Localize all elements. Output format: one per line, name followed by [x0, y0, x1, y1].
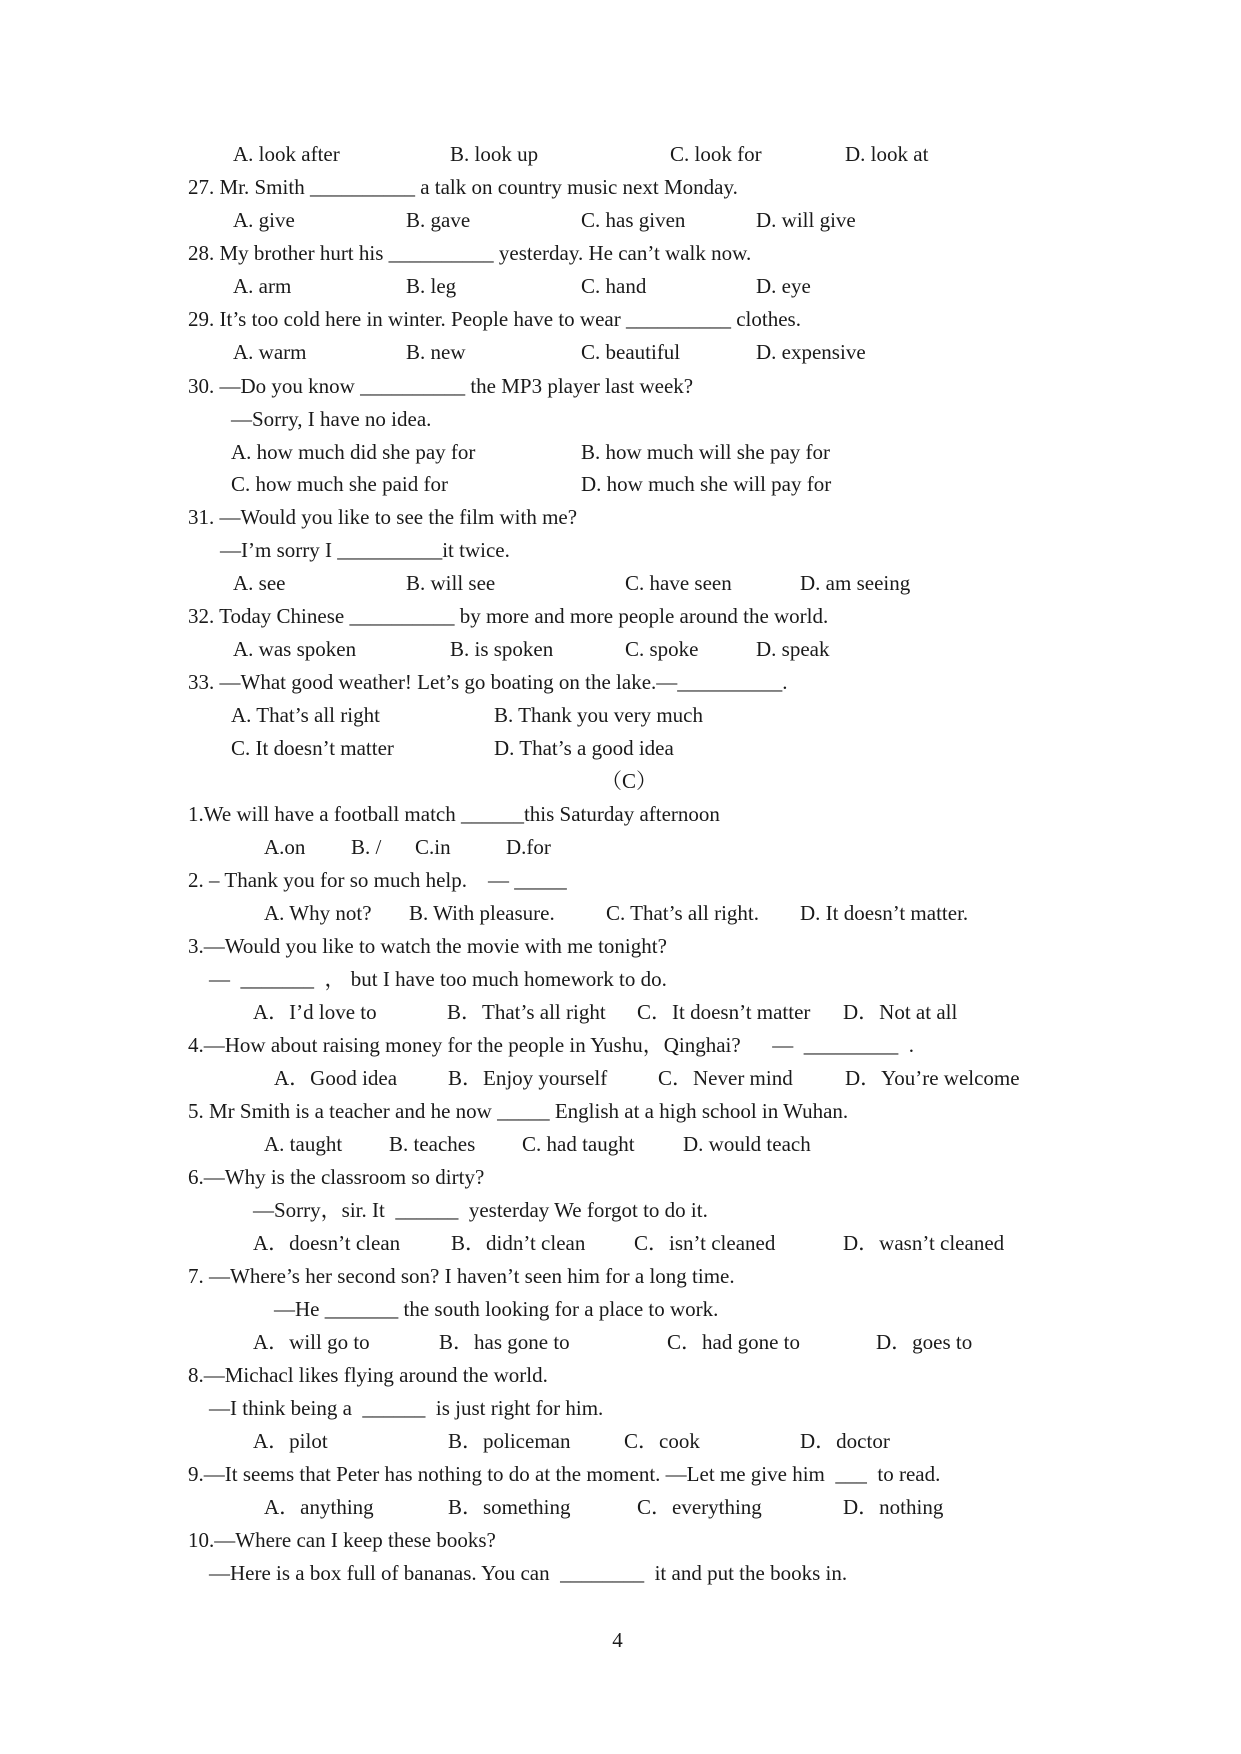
question-line: 3.—Would you like to watch the movie with me tonight? [188, 934, 667, 958]
option-choice: A. how much did she pay for [231, 440, 476, 464]
option-choice: A．pilot [253, 1429, 328, 1453]
option-choice: A．anything [264, 1495, 374, 1519]
option-choice: C．had gone to [667, 1330, 800, 1354]
question-line: 32. Today Chinese __________ by more and more people around the world. [188, 604, 829, 628]
option-choice: D. That’s a good idea [494, 736, 674, 760]
option-choice: B. With pleasure. [409, 901, 555, 925]
option-choice: D．You’re welcome [845, 1066, 1020, 1090]
option-choice: A. was spoken [233, 637, 357, 661]
option-choice: A. That’s all right [231, 703, 380, 727]
page-number: 4 [612, 1628, 623, 1652]
option-choice: D. It doesn’t matter. [800, 901, 969, 925]
option-choice: B. will see [406, 571, 496, 595]
option-choice: C. had taught [522, 1132, 635, 1156]
option-choice: C. spoke [625, 637, 699, 661]
option-choice: A. arm [233, 274, 292, 298]
question-line: 1.We will have a football match ______this Saturday afternoon [188, 802, 720, 826]
question-line: 8.—Michacl likes flying around the world. [188, 1363, 548, 1387]
question-line: —Sorry, I have no idea. [231, 407, 432, 431]
option-choice: C. have seen [625, 571, 732, 595]
option-choice: C. That’s all right. [606, 901, 760, 925]
question-line: 6.—Why is the classroom so dirty? [188, 1165, 485, 1189]
option-choice: B. look up [450, 142, 539, 166]
option-choice: D. how much she will pay for [581, 472, 832, 496]
option-choice: C．Never mind [658, 1066, 793, 1090]
option-choice: D. speak [756, 637, 830, 661]
option-choice: C.in [415, 835, 451, 859]
question-line: 4.—How about raising money for the people in Yushu，Qinghai? — _________ . [188, 1033, 914, 1057]
question-line: —He _______ the south looking for a place to work. [274, 1297, 719, 1321]
question-line: 33. —What good weather! Let’s go boating on the lake.—__________. [188, 670, 788, 694]
option-choice: B．didn’t clean [451, 1231, 586, 1255]
option-choice: C．everything [637, 1495, 762, 1519]
option-choice: B. new [406, 340, 466, 364]
option-choice: A．Good idea [274, 1066, 398, 1090]
option-choice: C. beautiful [581, 340, 681, 364]
option-choice: D. look at [845, 142, 929, 166]
option-choice: A.on [264, 835, 306, 859]
option-choice: D. am seeing [800, 571, 911, 595]
option-choice: A. look after [233, 142, 340, 166]
option-choice: B．has gone to [439, 1330, 570, 1354]
question-line: 30. —Do you know __________ the MP3 player last week? [188, 374, 694, 398]
option-choice: C. It doesn’t matter [231, 736, 394, 760]
option-choice: B. Thank you very much [494, 703, 703, 727]
question-line: —Here is a box full of bananas. You can ________ it and put the books in. [209, 1561, 848, 1585]
option-choice: B. is spoken [450, 637, 554, 661]
question-line: 2. – Thank you for so much help. — _____ [188, 868, 567, 892]
option-choice: B．That’s all right [447, 1000, 606, 1024]
option-choice: A. Why not? [264, 901, 372, 925]
option-choice: B. how much will she pay for [581, 440, 831, 464]
question-line: 10.—Where can I keep these books? [188, 1528, 496, 1552]
option-choice: B. teaches [389, 1132, 476, 1156]
option-choice: B．something [448, 1495, 571, 1519]
option-choice: B．Enjoy yourself [448, 1066, 608, 1090]
question-line: 29. It’s too cold here in winter. People have to wear __________ clothes. [188, 307, 801, 331]
question-line: 7. —Where’s her second son? I haven’t seen him for a long time. [188, 1264, 735, 1288]
option-choice: A. warm [233, 340, 307, 364]
question-line: —Sorry，sir. It ______ yesterday We forgot to do it. [253, 1198, 708, 1222]
question-line: 9.—It seems that Peter has nothing to do at the moment. —Let me give him ___ to read. [188, 1462, 941, 1486]
question-line: —I’m sorry I __________it twice. [220, 538, 510, 562]
question-line: —I think being a ______ is just right for him. [209, 1396, 604, 1420]
question-line: 31. —Would you like to see the film with me? [188, 505, 578, 529]
option-choice: B. leg [406, 274, 457, 298]
option-choice: D. would teach [683, 1132, 811, 1156]
question-line: 28. My brother hurt his __________ yesterday. He can’t walk now. [188, 241, 752, 265]
option-choice: C. has given [581, 208, 686, 232]
option-choice: D．wasn’t cleaned [843, 1231, 1005, 1255]
option-choice: A．doesn’t clean [253, 1231, 401, 1255]
option-choice: A. see [233, 571, 286, 595]
option-choice: C．It doesn’t matter [637, 1000, 811, 1024]
option-choice: D. eye [756, 274, 811, 298]
section-heading: （C） [601, 769, 658, 793]
option-choice: D. expensive [756, 340, 866, 364]
option-choice: C. look for [670, 142, 762, 166]
option-choice: D．Not at all [843, 1000, 958, 1024]
option-choice: D．doctor [800, 1429, 890, 1453]
question-line: 27. Mr. Smith __________ a talk on country music next Monday. [188, 175, 738, 199]
option-choice: D.for [506, 835, 551, 859]
option-choice: C. hand [581, 274, 647, 298]
option-choice: D．nothing [843, 1495, 944, 1519]
option-choice: B. / [351, 835, 382, 859]
question-line: — _______ ， but I have too much homework to do. [209, 967, 667, 991]
option-choice: C．cook [624, 1429, 700, 1453]
option-choice: A．I’d love to [253, 1000, 377, 1024]
option-choice: C．isn’t cleaned [634, 1231, 776, 1255]
question-line: 5. Mr Smith is a teacher and he now _____ English at a high school in Wuhan. [188, 1099, 849, 1123]
option-choice: A. give [233, 208, 295, 232]
option-choice: D．goes to [876, 1330, 973, 1354]
option-choice: B．policeman [448, 1429, 571, 1453]
option-choice: A．will go to [253, 1330, 370, 1354]
option-choice: C. how much she paid for [231, 472, 448, 496]
option-choice: D. will give [756, 208, 856, 232]
option-choice: A. taught [264, 1132, 343, 1156]
option-choice: B. gave [406, 208, 471, 232]
